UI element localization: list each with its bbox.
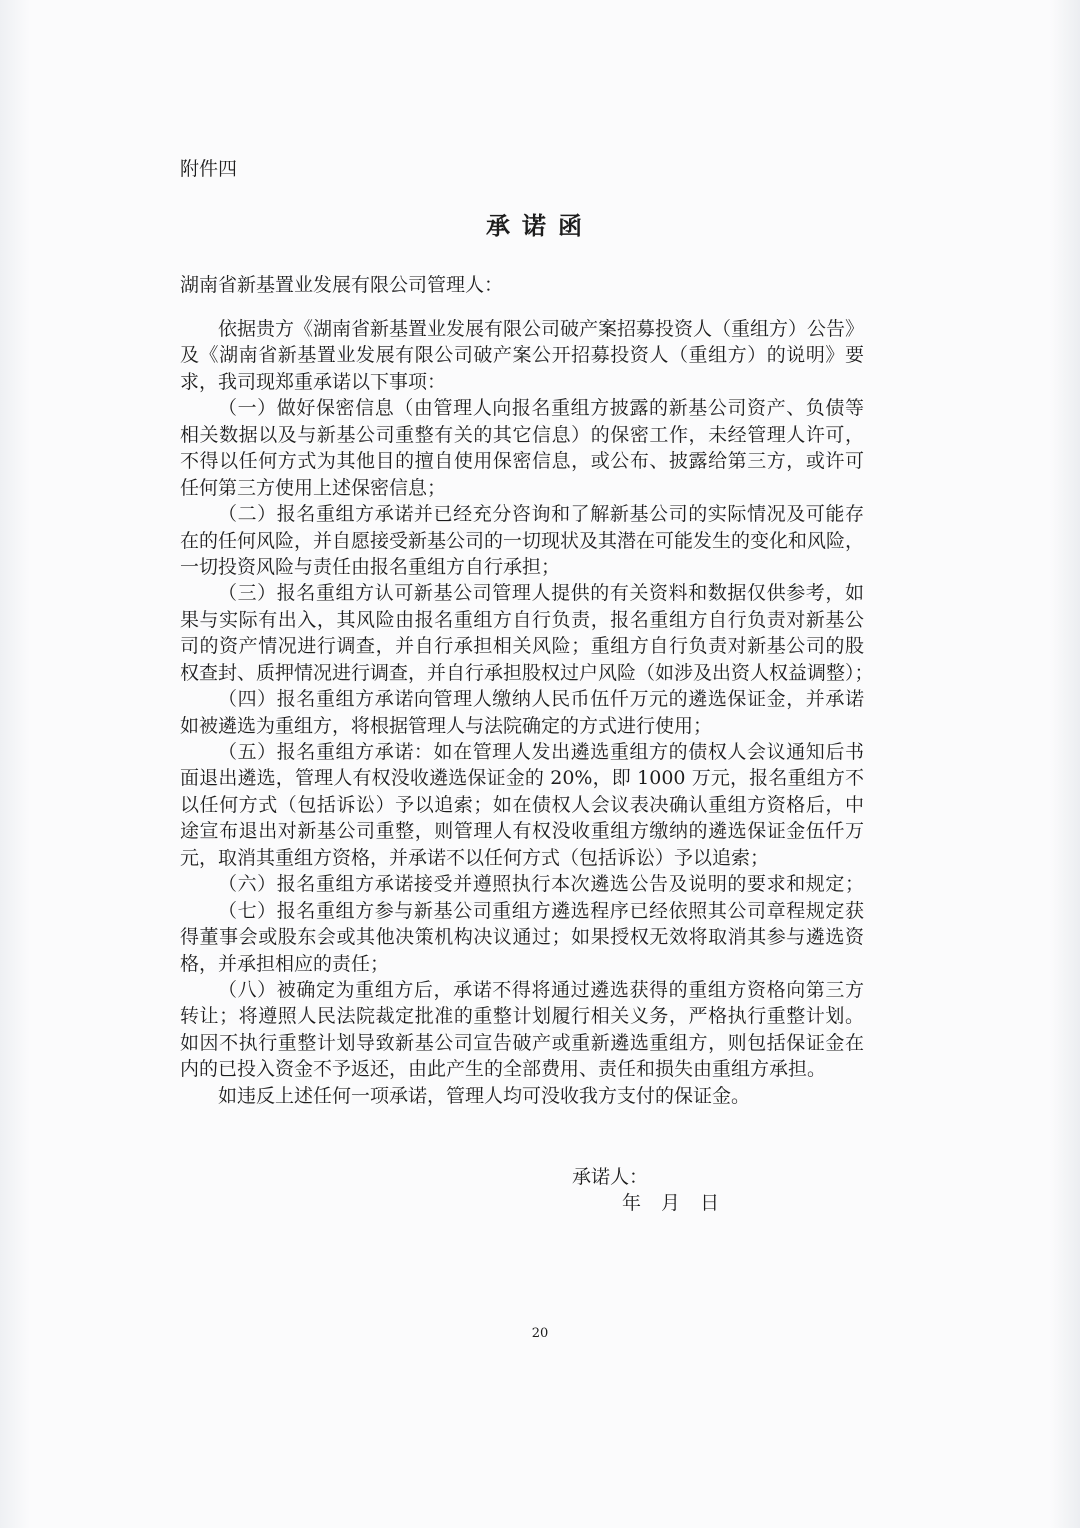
text-line: 格，并承担相应的责任； bbox=[180, 952, 390, 975]
text-line: （四）报名重组方承诺向管理人缴纳人民币伍仟万元的遴选保证金，并承诺 bbox=[218, 688, 864, 711]
attachment-label: 附件四 bbox=[180, 158, 238, 180]
text-line: 司的资产情况进行调查，并自行承担相关风险；重组方自行负责对新基公司的股 bbox=[180, 635, 864, 658]
text-line: 转让；将遵照人民法院裁定批准的重整计划履行相关义务，严格执行重整计划。 bbox=[180, 1005, 864, 1028]
text-line: 得董事会或股东会或其他决策机构决议通过；如果授权无效将取消其参与遴选资 bbox=[180, 926, 864, 949]
text-line: 及《湖南省新基置业发展有限公司破产案公开招募投资人（重组方）的说明》要 bbox=[180, 344, 864, 367]
text-line: 任何第三方使用上述保密信息； bbox=[180, 476, 447, 499]
text-line: 如违反上述任何一项承诺，管理人均可没收我方支付的保证金。 bbox=[218, 1084, 751, 1107]
text-line: （五）报名重组方承诺：如在管理人发出遴选重组方的债权人会议通知后书 bbox=[218, 741, 864, 763]
text-line: 果与实际有出入，其风险由报名重组方自行负责，报名重组方自行负责对新基公 bbox=[180, 608, 864, 631]
text-line: 元，取消其重组方资格，并承诺不以任何方式（包括诉讼）予以追索； bbox=[180, 846, 770, 869]
document-title: 承诺函 bbox=[486, 211, 594, 240]
text-line: 求，我司现郑重承诺以下事项： bbox=[180, 370, 447, 393]
text-line: 面退出遴选，管理人有权没收遴选保证金的 20%，即 1000 万元，报名重组方不 bbox=[180, 767, 864, 790]
text-line: （八）被确定为重组方后，承诺不得将通过遴选获得的重组方资格向第三方 bbox=[218, 978, 864, 1001]
text-line: 如被遴选为重组方，将根据管理人与法院确定的方式进行使用； bbox=[180, 714, 713, 737]
salutation: 湖南省新基置业发展有限公司管理人： bbox=[180, 274, 504, 296]
text-line: 依据贵方《湖南省新基置业发展有限公司破产案招募投资人（重组方）公告》 bbox=[218, 318, 865, 340]
text-line: （七）报名重组方参与新基公司重组方遴选程序已经依照其公司章程规定获 bbox=[218, 899, 864, 922]
text-line: 以任何方式（包括诉讼）予以追索；如在债权人会议表决确认重组方资格后，中 bbox=[180, 793, 864, 816]
text-line: 权查封、质押情况进行调查，并自行承担股权过户风险（如涉及出资人权益调整）； bbox=[180, 661, 874, 684]
text-line: （三）报名重组方认可新基公司管理人提供的有关资料和数据仅供参考，如 bbox=[218, 582, 864, 605]
letter-body bbox=[180, 316, 874, 1109]
signer-label: 承诺人： bbox=[572, 1166, 649, 1188]
date-label: 年 月 日 bbox=[622, 1192, 720, 1214]
text-line: 如因不执行重整计划导致新基公司宣告破产或重新遴选重组方，则包括保证金在 bbox=[180, 1031, 864, 1054]
text-line: 不得以任何方式为其他目的擅自使用保密信息，或公布、披露给第三方，或许可 bbox=[180, 450, 864, 473]
text-line: 相关数据以及与新基公司重整有关的其它信息）的保密工作，未经管理人许可， bbox=[180, 423, 864, 446]
text-line: （二）报名重组方承诺并已经充分咨询和了解新基公司的实际情况及可能存 bbox=[218, 503, 864, 526]
text-line: （六）报名重组方承诺接受并遵照执行本次遴选公告及说明的要求和规定； bbox=[218, 873, 864, 896]
text-line: （一）做好保密信息（由管理人向报名重组方披露的新基公司资产、负债等 bbox=[218, 397, 864, 420]
page-number: 20 bbox=[531, 1326, 549, 1341]
text-line: 途宣布退出对新基公司重整，则管理人有权没收重组方缴纳的遴选保证金伍仟万 bbox=[180, 820, 864, 843]
text-line: 一切投资风险与责任由报名重组方自行承担； bbox=[180, 555, 561, 578]
text-line: 在的任何风险，并自愿接受新基公司的一切现状及其潜在可能发生的变化和风险， bbox=[180, 529, 865, 552]
text-line: 内的已投入资金不予返还，由此产生的全部费用、责任和损失由重组方承担。 bbox=[180, 1058, 827, 1081]
